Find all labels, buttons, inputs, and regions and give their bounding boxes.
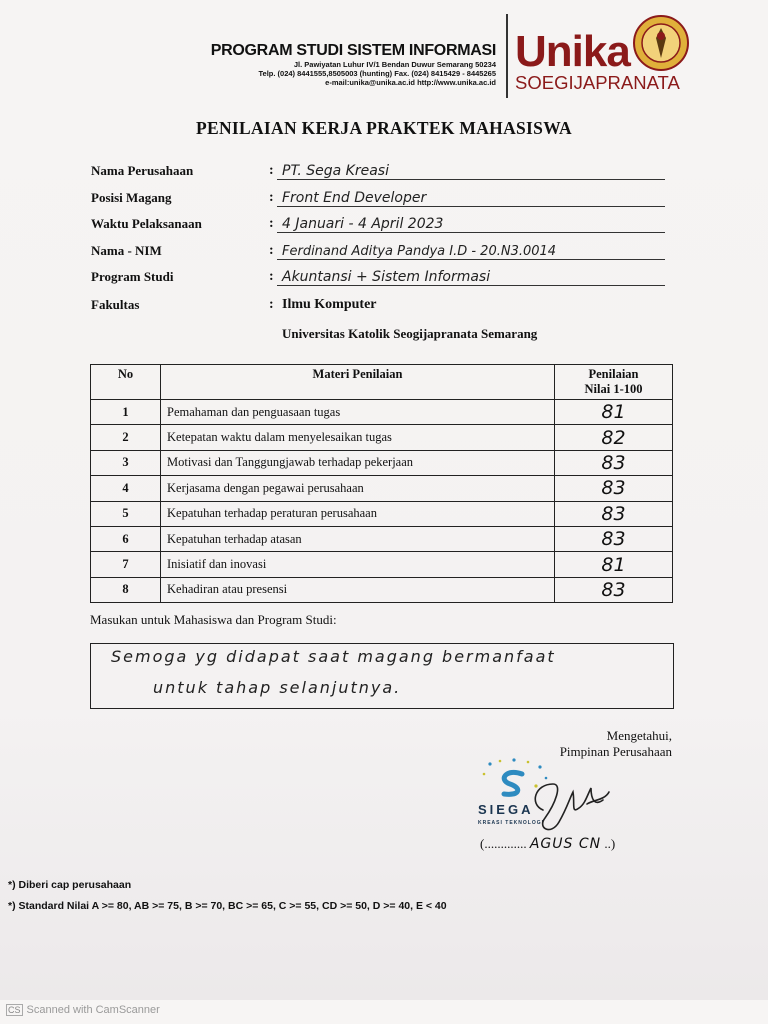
- field-underline: [277, 259, 665, 260]
- address-line: Jl. Pawiyatan Luhur IV/1 Bendan Duwur Semarang 50234: [293, 60, 496, 69]
- field-colon: :: [269, 269, 274, 284]
- field-value: Front End Developer: [282, 190, 427, 206]
- field-colon: :: [269, 216, 274, 231]
- score-value: 83: [601, 477, 626, 500]
- feedback-label: Masukan untuk Mahasiswa dan Program Studi:: [90, 612, 337, 627]
- table-row: [91, 501, 673, 526]
- row-materi: Ketepatan waktu dalam menyelesaikan tugas: [161, 425, 555, 450]
- row-no: 5: [91, 501, 161, 526]
- score-value: 81: [601, 401, 626, 424]
- field-nama-nim: [91, 240, 671, 262]
- field-nama-perusahaan: [91, 160, 671, 182]
- form-title: PENILAIAN KERJA PRAKTEK MAHASISWA: [196, 118, 572, 138]
- row-materi: Kerjasama dengan pegawai perusahaan: [161, 476, 555, 501]
- score-value: 82: [601, 426, 626, 449]
- field-fakultas: [91, 294, 671, 316]
- table-row: [91, 400, 673, 425]
- score-value: 81: [601, 553, 626, 576]
- field-value: PT. Sega Kreasi: [282, 163, 389, 179]
- stamp-subtitle: KREASI TEKNOLOGI: [478, 820, 545, 826]
- score-value: 83: [601, 502, 626, 525]
- field-posisi-magang: [91, 187, 671, 209]
- field-value: Ferdinand Aditya Pandya I.D - 20.N3.0014: [282, 244, 557, 259]
- signer-open: (.............: [480, 836, 527, 851]
- table-row: [91, 476, 673, 501]
- acknowledged-label: Mengetahui,: [606, 728, 672, 743]
- stamp-name: SIEGA: [478, 802, 534, 817]
- row-materi: Kepatuhan terhadap peraturan perusahaan: [161, 501, 555, 526]
- header-nilai: [555, 365, 673, 400]
- field-value: 4 Januari - 4 April 2023: [282, 216, 444, 232]
- row-nilai: [555, 400, 673, 425]
- row-nilai: [555, 450, 673, 475]
- camscanner-logo-icon: CS: [8, 1005, 21, 1015]
- row-materi: Motivasi dan Tanggungjawab terhadap pekerjaan: [161, 450, 555, 475]
- signer-name: AGUS CN: [529, 836, 602, 852]
- field-colon: :: [269, 163, 274, 178]
- field-value: Ilmu Komputer: [282, 297, 377, 312]
- field-label: Fakultas: [91, 297, 140, 312]
- camscanner-text: Scanned with CamScanner: [26, 1004, 160, 1016]
- table-row: [91, 577, 673, 602]
- camscanner-watermark: [6, 1004, 160, 1016]
- row-no: 2: [91, 425, 161, 450]
- field-label: Nama Perusahaan: [91, 163, 194, 178]
- logo-wordmark: Unika: [515, 27, 630, 76]
- program-title: PROGRAM STUDI SISTEM INFORMASI: [210, 42, 496, 59]
- header-no: No: [91, 365, 161, 400]
- assessment-table: [90, 364, 673, 603]
- header-nilai-line2: Nilai 1-100: [584, 382, 643, 396]
- field-colon: :: [269, 243, 274, 258]
- field-label: Nama - NIM: [91, 243, 162, 258]
- email-line: e-mail:unika@unika.ac.id http://www.unika.ac.id: [325, 78, 496, 87]
- row-no: 7: [91, 552, 161, 577]
- row-nilai: [555, 552, 673, 577]
- header-nilai-line1: Penilaian: [588, 367, 639, 381]
- feedback-line-1: Semoga yg didapat saat magang bermanfaat: [111, 647, 556, 666]
- header-materi: Materi Penilaian: [161, 365, 555, 400]
- note-grade-standard: *) Standard Nilai A >= 80, AB >= 75, B >= 70, BC >= 65, C >= 55, CD >= 50, D >= 40, E < 40: [8, 900, 447, 912]
- row-no: 6: [91, 526, 161, 551]
- field-underline: [277, 206, 665, 207]
- row-no: 8: [91, 577, 161, 602]
- field-underline: [277, 285, 665, 286]
- company-head-label: Pimpinan Perusahaan: [559, 744, 672, 759]
- header-divider: [506, 14, 508, 98]
- field-colon: :: [269, 190, 274, 205]
- row-nilai: [555, 577, 673, 602]
- signature-icon: [525, 770, 615, 840]
- row-materi: Pemahaman dan penguasaan tugas: [161, 400, 555, 425]
- letterhead: [211, 42, 496, 87]
- feedback-box: [90, 643, 674, 709]
- row-materi: Kepatuhan terhadap atasan: [161, 526, 555, 551]
- row-no: 3: [91, 450, 161, 475]
- phone-line: Telp. (024) 8441555,8505003 (hunting) Fax. (024) 8415429 - 8445265: [258, 69, 496, 78]
- table-row: [91, 526, 673, 551]
- field-program-studi: [91, 266, 671, 288]
- field-label: Program Studi: [91, 269, 174, 284]
- university-seal-icon: [632, 14, 690, 72]
- feedback-line-2: untuk tahap selanjutnya.: [153, 678, 402, 697]
- row-no: 1: [91, 400, 161, 425]
- row-no: 4: [91, 476, 161, 501]
- table-header-row: [91, 365, 673, 400]
- university-name: Universitas Katolik Seogijapranata Semarang: [282, 326, 538, 341]
- row-nilai: [555, 526, 673, 551]
- field-value: Akuntansi + Sistem Informasi: [282, 269, 491, 285]
- field-label: Waktu Pelaksanaan: [91, 216, 202, 231]
- score-value: 83: [601, 528, 626, 551]
- table-row: [91, 450, 673, 475]
- score-value: 83: [601, 451, 626, 474]
- row-materi: Inisiatif dan inovasi: [161, 552, 555, 577]
- note-stamp: *) Diberi cap perusahaan: [8, 879, 132, 891]
- field-underline: [277, 179, 665, 180]
- field-colon: :: [269, 297, 274, 312]
- field-label: Posisi Magang: [91, 190, 172, 205]
- signer: [480, 836, 615, 852]
- field-underline: [277, 232, 665, 233]
- row-nilai: [555, 501, 673, 526]
- table-row: [91, 425, 673, 450]
- row-materi: Kehadiran atau presensi: [161, 577, 555, 602]
- row-nilai: [555, 425, 673, 450]
- score-value: 83: [601, 578, 626, 601]
- row-nilai: [555, 476, 673, 501]
- logo-subtitle: SOEGIJAPRANATA: [515, 72, 680, 93]
- signer-close: ..): [604, 836, 616, 851]
- table-row: [91, 552, 673, 577]
- field-waktu-pelaksanaan: [91, 213, 671, 235]
